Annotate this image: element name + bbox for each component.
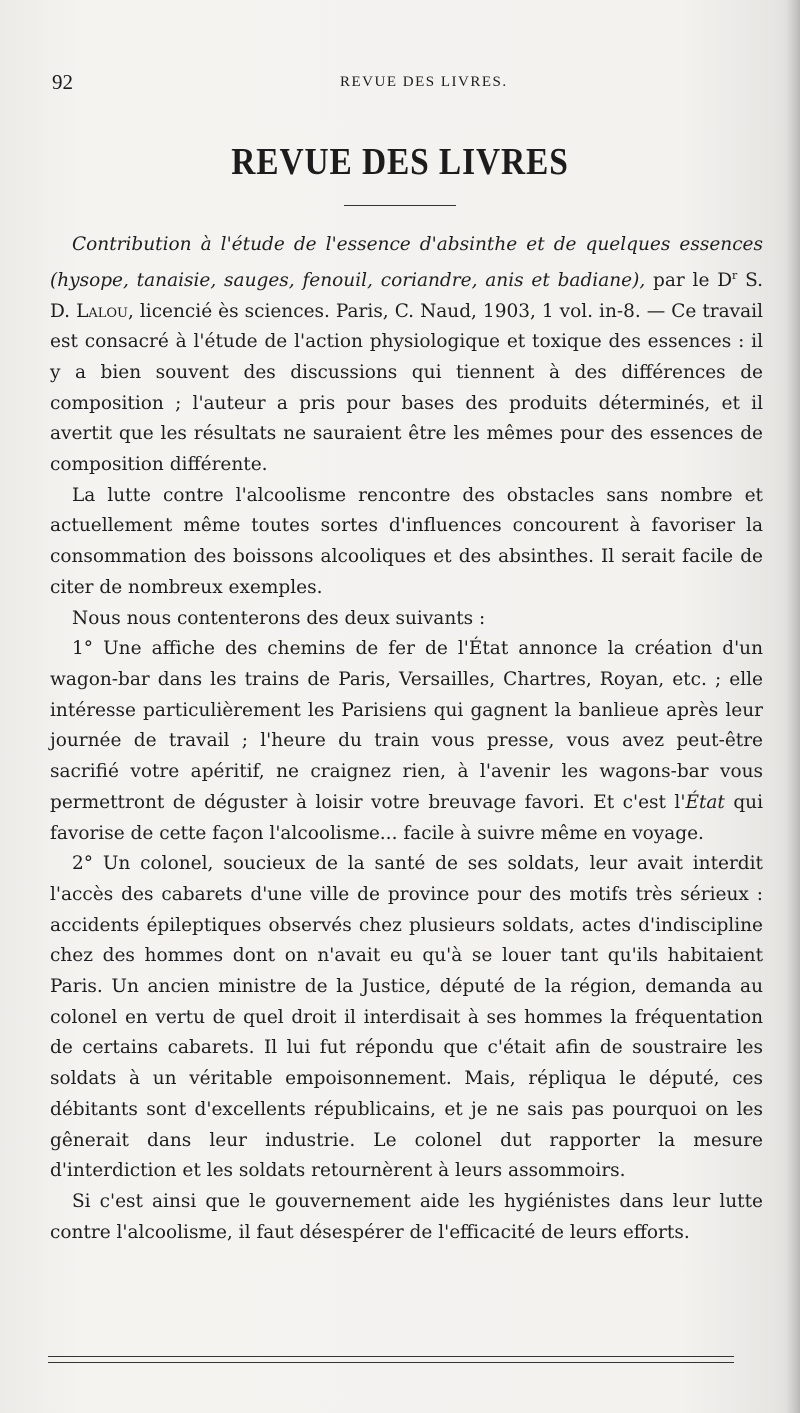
paragraph-6: Si c'est ainsi que le gouvernement aide les hygiénistes dans leur lutte contre l'alcoolisme, il faut désespérer de l'efficacité de leurs efforts. [50, 1190, 763, 1243]
paragraph-2: La lutte contre l'alcoolisme rencontre des obstacles sans nombre et actuellement même toutes sortes d'influences concourent à favoriser la consommation des boissons alcooliques et des absinthes. Il serait facile de citer de nombreux exemples. [50, 484, 763, 598]
paragraph-3: Nous nous contenterons des deux suivants : [72, 607, 486, 629]
paragraph-4-text-a: 1° Une affiche des chemins de fer de l'État annonce la création d'un wagon-bar dans les trains de Paris, Versailles, Chartres, Royan, etc. ; elle intéresse particulièrement les Parisiens qui gagnent la banlieue après leur journée de travail ; l'heure du train vous presse, vous avez peut-être sacrifié votre apéritif, ne craignez rien, à l'avenir les wagons-bar vous permettront de déguster à loisir votre breuvage favori. Et c'est l' [50, 638, 763, 813]
paragraph-4-text-b: qui favorise de cette façon l'alcoolisme... facile à suivre même en voyage. [50, 791, 763, 844]
book-review-paragraph [50, 230, 763, 481]
running-head: REVUE DES LIVRES. [340, 74, 508, 90]
page-edge-shadow [786, 0, 800, 1413]
article-body [50, 230, 763, 1248]
title-rule [344, 205, 456, 206]
author-surname: Lalou [76, 300, 128, 322]
page-title: REVUE DES LIVRES [231, 141, 569, 183]
book-title: Contribution à l'étude de l'essence d'absinthe et de quelques essences (hysope, tanaisie, sauges, fenouil, coriandre, anis et badiane), [50, 234, 763, 291]
page-number: 92 [52, 70, 73, 94]
author-initials: S. D. [50, 269, 763, 322]
by-text: par le D [645, 269, 733, 291]
paragraph-4 [50, 634, 763, 849]
page-header [52, 62, 752, 92]
paragraph-4-etat: État [685, 791, 725, 813]
publication-details: , licencié ès sciences. Paris, C. Naud, 1903, 1 vol. in-8. — Ce travail est consacré à l'étude de l'action physiologique et toxique des essences : il y a bien souvent des discussions qui tiennent à des différences de composition ; l'auteur a pris pour bases des produits déterminés, et il avertit que les résultats ne sauraient être les mêmes pour des essences de composition différente. [50, 300, 763, 476]
paragraph-5: 2° Un colonel, soucieux de la santé de ses soldats, leur avait interdit l'accès des cabarets d'une ville de province pour des motifs très sérieux : accidents épileptiques observés chez plusieurs soldats, actes d'indiscipline chez des hommes dont on n'avait eu qu'à se louer tant qu'ils habitaient Paris. Un ancien ministre de la Justice, député de la région, demanda au colonel en vertu de quel droit il interdisait à ses hommes la fréquentation de certains cabarets. Il lui fut répondu que c'était afin de soustraire les soldats à un véritable empoisonnement. Mais, répliqua le député, ces débitants sont d'excellents républicains, et je ne sais pas pourquoi on les gênerait dans leur industrie. Le colonel dut rapporter la mesure d'interdiction et les soldats retournèrent à leurs assommoirs. [50, 853, 763, 1182]
doctor-superscript: r [732, 268, 738, 282]
bottom-double-rule [48, 1356, 734, 1363]
